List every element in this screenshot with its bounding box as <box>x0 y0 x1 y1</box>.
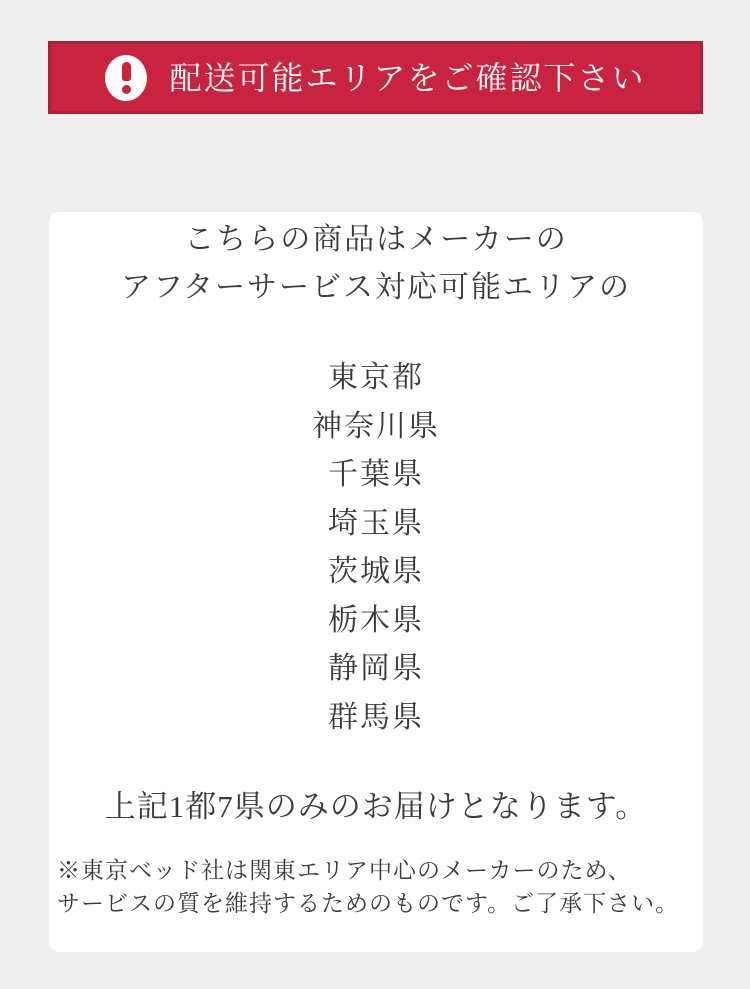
footnote-line-1: ※東京ベッド社は関東エリア中心のメーカーのため、 <box>57 858 632 883</box>
prefecture-item: 茨城県 <box>328 555 424 588</box>
delivery-area-card <box>49 212 703 952</box>
delivery-area-alert-banner <box>48 41 703 114</box>
exclamation-dot <box>122 85 131 94</box>
footnote <box>49 854 703 920</box>
banner-title: 配送可能エリアをご確認下さい <box>169 59 646 96</box>
prefecture-item: 静岡県 <box>328 652 424 685</box>
prefecture-item: 群馬県 <box>328 700 424 734</box>
exclamation-bar <box>122 62 131 81</box>
intro-line-1: こちらの商品はメーカーの <box>184 223 568 256</box>
prefecture-item: 神奈川県 <box>312 409 440 443</box>
prefecture-list <box>49 354 703 742</box>
prefecture-item: 東京都 <box>328 361 424 394</box>
prefecture-item: 千葉県 <box>328 458 424 491</box>
exclamation-icon <box>105 55 147 101</box>
intro-text <box>49 216 703 312</box>
prefecture-item: 埼玉県 <box>328 506 424 540</box>
delivery-note: 上記1都7県のみのお届けとなります。 <box>104 789 648 824</box>
intro-line-2: アフターサービス対応可能エリアの <box>121 271 631 304</box>
footnote-line-2: サービスの質を維持するためのものです。ご了承下さい。 <box>57 891 680 916</box>
prefecture-item: 栃木県 <box>328 603 424 637</box>
